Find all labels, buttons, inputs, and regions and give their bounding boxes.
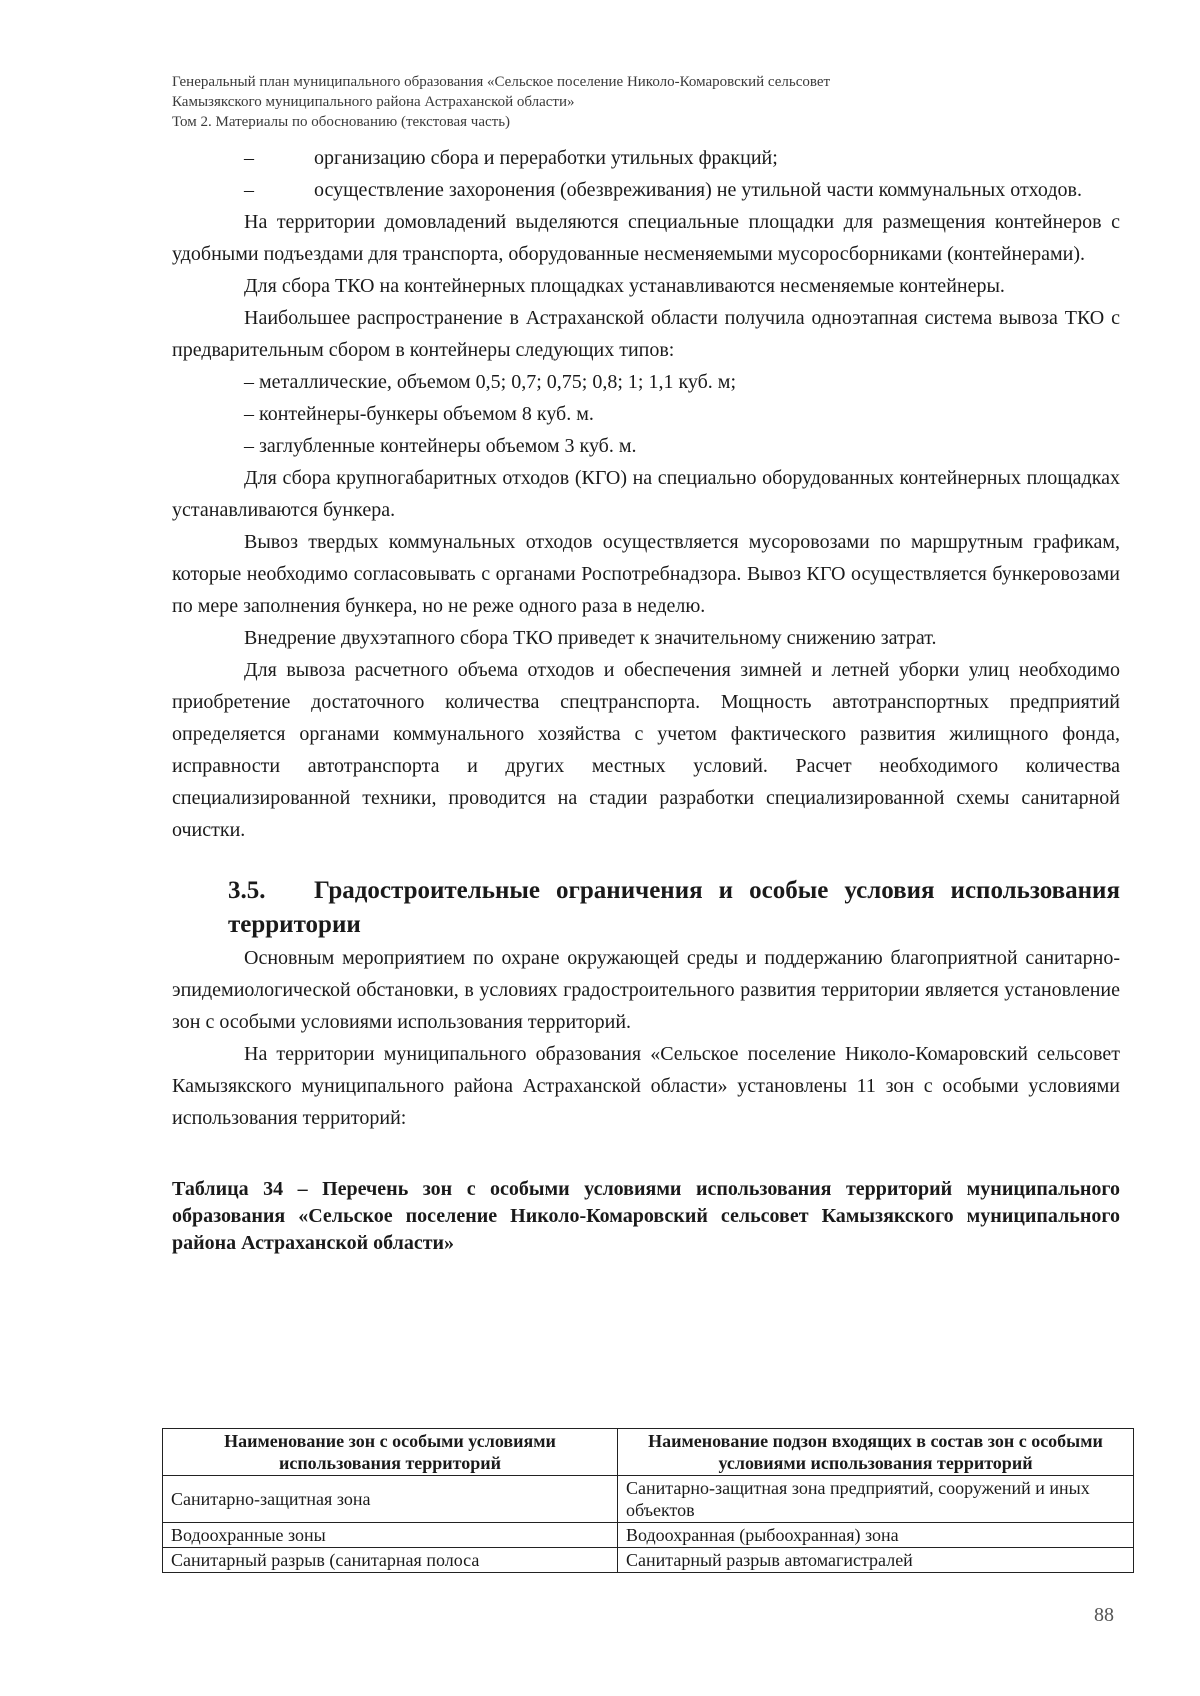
- table-cell: Санитарно-защитная зона: [163, 1476, 618, 1523]
- table-cell: Санитарный разрыв (санитарная полоса: [163, 1548, 618, 1573]
- table-cell: Санитарный разрыв автомагистралей: [618, 1548, 1134, 1573]
- paragraph: На территории муниципального образования «Сельское поселение Николо-Комаровский сельсовет Камызякского муниципального района Астраханской области» установлены 11 зон с особыми условиями использования территорий:: [172, 1043, 1120, 1129]
- table-header-cell: Наименование подзон входящих в состав зон с особыми условиями использования территорий: [618, 1429, 1134, 1476]
- header-line: Генеральный план муниципального образования «Сельское поселение Николо-Комаровский сельсовет: [172, 74, 831, 90]
- paragraph: Вывоз твердых коммунальных отходов осуществляется мусоровозами по маршрутным графикам, которые необходимо согласовывать с органами Роспотребнадзора. Вывоз КГО осуществляется бункеровозами по мере заполнения бункера, но не реже одного раза в неделю.: [172, 531, 1120, 617]
- zones-table: [162, 1428, 1134, 1573]
- section-heading: [172, 874, 1120, 942]
- paragraph: Для сбора ТКО на контейнерных площадках устанавливаются несменяемые контейнеры.: [244, 275, 1005, 297]
- list-item: – заглубленные контейнеры объемом 3 куб. м.: [244, 435, 637, 457]
- paragraph: Для сбора крупногабаритных отходов (КГО) на специально оборудованных контейнерных площадках устанавливаются бункера.: [172, 467, 1120, 521]
- section-title-text: Градостроительные ограничения и особые условия использования территории: [228, 877, 1120, 938]
- table-cell: Санитарно-защитная зона предприятий, сооружений и иных объектов: [618, 1476, 1134, 1523]
- header-line: Том 2. Материалы по обоснованию (текстовая часть): [172, 114, 511, 130]
- paragraph: На территории домовладений выделяются специальные площадки для размещения контейнеров с удобными подъездами для транспорта, оборудованные несменяемыми мусоросборниками (контейнерами).: [172, 211, 1120, 265]
- dash-marker: –: [244, 147, 254, 169]
- running-header: [172, 72, 1120, 132]
- bullet-item: [172, 174, 1120, 206]
- table-caption: Таблица 34 – Перечень зон с особыми условиями использования территорий муниципального образования «Сельское поселение Николо-Комаровский сельсовет Камызякского муниципального района Астраханской области»: [172, 1178, 1120, 1254]
- dash-marker: –: [244, 179, 254, 201]
- table-header-row: [163, 1429, 1134, 1476]
- page-number: 88: [1094, 1604, 1114, 1626]
- table-cell: Водоохранные зоны: [163, 1523, 618, 1548]
- bullet-item: [172, 142, 1120, 174]
- section-number: 3.5.: [228, 877, 266, 904]
- list-item: – контейнеры-бункеры объемом 8 куб. м.: [244, 403, 594, 425]
- bullet-text: осуществление захоронения (обезвреживания) не утильной части коммунальных отходов.: [314, 179, 1082, 201]
- paragraph: Наибольшее распространение в Астраханской области получила одноэтапная система вывоза ТКО с предварительным сбором в контейнеры следующих типов:: [172, 307, 1120, 361]
- header-line: Камызякского муниципального района Астраханской области»: [172, 94, 575, 110]
- document-body: [172, 142, 1120, 1257]
- paragraph: Для вывоза расчетного объема отходов и обеспечения зимней и летней уборки улиц необходимо приобретение достаточного количества спецтранспорта. Мощность автотранспортных предприятий определяется органами коммунального хозяйства с учетом фактического развития жилищного фонда, исправности автотранспорта и других местных условий. Расчет необходимого количества специализированной техники, проводится на стадии разработки специализированной схемы санитарной очистки.: [172, 659, 1120, 841]
- table-header-cell: Наименование зон с особыми условиями использования территорий: [163, 1429, 618, 1476]
- table-cell: Водоохранная (рыбоохранная) зона: [618, 1523, 1134, 1548]
- bullet-text: организацию сбора и переработки утильных фракций;: [314, 147, 778, 169]
- paragraph: Внедрение двухэтапного сбора ТКО приведет к значительному снижению затрат.: [244, 627, 937, 649]
- table-row: [163, 1476, 1134, 1523]
- table-row: [163, 1548, 1134, 1573]
- table-row: [163, 1523, 1134, 1548]
- list-item: – металлические, объемом 0,5; 0,7; 0,75; 0,8; 1; 1,1 куб. м;: [244, 371, 737, 393]
- paragraph: Основным мероприятием по охране окружающей среды и поддержанию благоприятной санитарно-эпидемиологической обстановки, в условиях градостроительного развития территории является установление зон с особыми условиями использования территорий.: [172, 947, 1120, 1033]
